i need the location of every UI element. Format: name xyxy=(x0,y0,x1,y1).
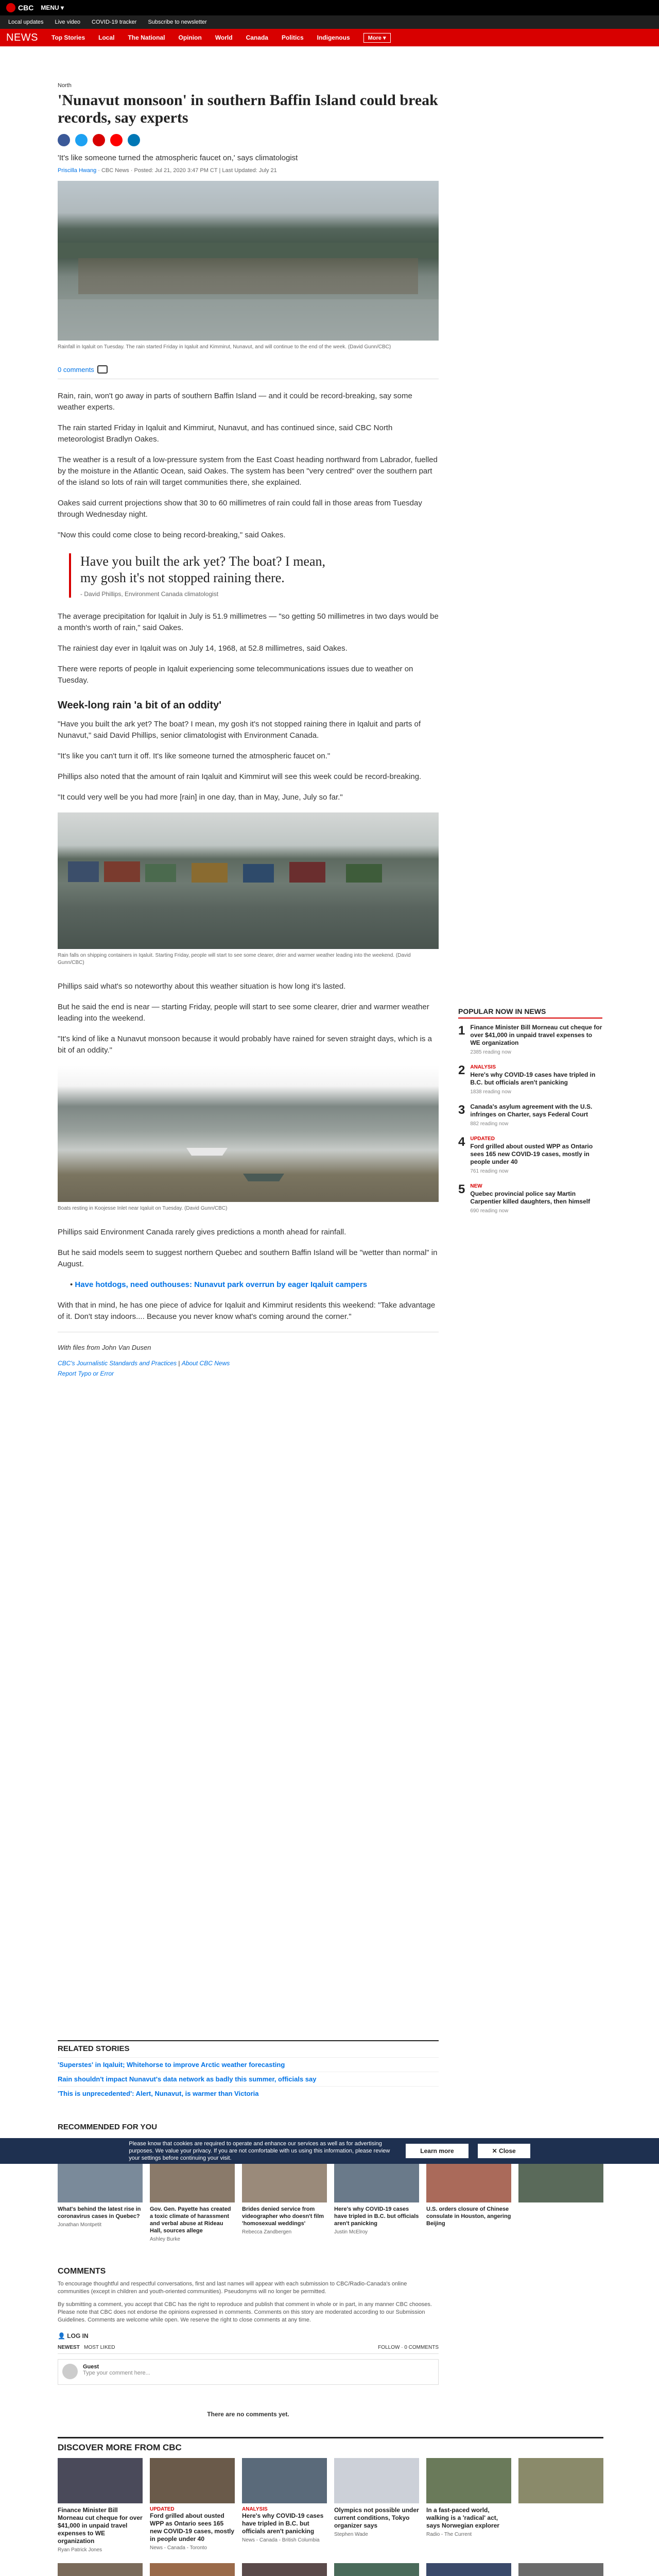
rec-thumb xyxy=(426,2157,511,2202)
author-link[interactable]: Priscilla Hwang xyxy=(58,167,97,174)
popular-title: Here's why COVID-19 cases have tripled in B.C. but officials aren't panicking xyxy=(470,1071,596,1086)
popular-item[interactable] xyxy=(458,1063,602,1096)
popular-heading: POPULAR NOW IN NEWS xyxy=(458,1007,602,1019)
popular-text xyxy=(470,1103,602,1128)
paragraph: The weather is a result of a low-pressure system from the East Coast heading northward from Labrador, fuelled by the moisture in the Atlantic Ocean, said Oakes. The system has been "very centred" over the southern part of the island so lots of rain will target communities there, she explained. xyxy=(58,455,438,487)
nav-local[interactable]: Local xyxy=(98,34,115,41)
pull-quote-text: Have you built the ark yet? The boat? I mean, my gosh it's not stopped raining there. xyxy=(80,554,326,585)
discover-meta: Radio - The Current xyxy=(426,2532,472,2537)
campers-link[interactable]: Have hotdogs, need outhouses: Nunavut park overrun by eager Iqaluit campers xyxy=(75,1280,368,1289)
login-button[interactable]: 👤 LOG IN xyxy=(58,2332,89,2340)
recommended-grid xyxy=(58,2157,603,2242)
popular-now xyxy=(458,1007,602,1222)
guest-name: Guest xyxy=(83,2364,99,2370)
byline-date: · CBC News · Posted: Jul 21, 2020 3:47 PM CT | Last Updated: July 21 xyxy=(98,167,277,174)
discover-card[interactable] xyxy=(58,2458,143,2553)
discover-card[interactable] xyxy=(150,2563,235,2576)
shipping-containers-image xyxy=(58,812,439,949)
discover-heading: DISCOVER MORE FROM CBC xyxy=(58,2437,603,2453)
popular-text xyxy=(470,1135,602,1175)
related-link[interactable]: 'Superstes' in Iqaluit; Whitehorse to improve Arctic weather forecasting xyxy=(58,2057,439,2072)
comments-note: To encourage thoughtful and respectful conversations, first and last names will appear with each submission to CBC/Radio-Canada's online communities (except in children and youth-oriented communities). Pseudonyms will no longer be permitted. xyxy=(58,2281,407,2295)
popular-title: Finance Minister Bill Morneau cut cheque for over $41,000 in unpaid travel expenses to WE organization xyxy=(470,1024,602,1046)
rec-author: Ashley Burke xyxy=(150,2236,180,2242)
login-label: LOG IN xyxy=(67,2332,89,2340)
comments-meta: FOLLOW · 0 COMMENTS xyxy=(378,2345,439,2350)
rec-thumb xyxy=(518,2157,603,2202)
rec-title: Here's why COVID-19 cases have tripled in B.C. but officials aren't panicking xyxy=(334,2206,419,2227)
rec-title: What's behind the latest rise in coronavirus cases in Quebec? xyxy=(58,2206,141,2219)
paragraph: "Have you built the ark yet? The boat? I mean, my gosh it's not stopped raining there in Iqaluit and parts of Nunavut," said David Phillips, senior climatologist with Environment Canada. xyxy=(58,720,421,740)
popular-item[interactable] xyxy=(458,1182,602,1215)
paragraph: Rain, rain, won't go away in parts of southern Baffin Island — and it could be record-breaking, say some weather experts. xyxy=(58,392,412,412)
report-row xyxy=(58,1370,439,1377)
news-brand[interactable]: NEWS xyxy=(6,31,38,43)
discover-card[interactable] xyxy=(426,2563,511,2576)
util-newsletter[interactable]: Subscribe to newsletter xyxy=(148,19,207,25)
popular-rank: 4 xyxy=(458,1135,465,1149)
composer-body xyxy=(83,2364,150,2380)
discover-card[interactable] xyxy=(426,2458,511,2553)
discover-card[interactable] xyxy=(334,2563,419,2576)
discover-thumb xyxy=(150,2563,235,2576)
close-cookie-button[interactable]: ✕ Close xyxy=(478,2144,530,2158)
reading-now: 761 reading now xyxy=(470,1168,509,1174)
cbc-gem-icon xyxy=(6,3,15,12)
nav-politics[interactable]: Politics xyxy=(281,34,304,41)
rec-title: Gov. Gen. Payette has created a toxic climate of harassment and verbal abuse at Rideau Hall, sources allege xyxy=(150,2206,231,2234)
popular-badge: NEW xyxy=(470,1183,482,1189)
close-label: Close xyxy=(499,2147,516,2155)
popular-item[interactable] xyxy=(458,1024,602,1056)
related-stories xyxy=(58,2040,439,2100)
nav-more-button[interactable]: More ▾ xyxy=(363,33,391,43)
more-label: More xyxy=(368,35,381,41)
reading-now: 882 reading now xyxy=(470,1121,509,1127)
discover-badge: UPDATED xyxy=(150,2506,175,2512)
discover-thumb xyxy=(58,2563,143,2576)
learn-more-button[interactable]: Learn more xyxy=(406,2144,468,2158)
discover-card[interactable] xyxy=(518,2563,603,2576)
nav-canada[interactable]: Canada xyxy=(246,34,268,41)
discover-meta: Stephen Wade xyxy=(334,2532,368,2537)
reading-now: 2385 reading now xyxy=(470,1049,511,1055)
no-comments: There are no comments yet. xyxy=(207,2411,289,2418)
comments-section xyxy=(58,2267,439,2444)
utility-bar xyxy=(0,15,659,29)
comments-count: 0 comments xyxy=(58,365,94,374)
discover-thumb xyxy=(242,2563,327,2576)
discover-badge: ANALYSIS xyxy=(242,2506,268,2512)
rec-card[interactable] xyxy=(426,2157,511,2242)
util-local-updates[interactable]: Local updates xyxy=(8,19,44,25)
guest-avatar xyxy=(62,2364,78,2379)
util-live-video[interactable]: Live video xyxy=(55,19,81,25)
discover-thumb xyxy=(518,2563,603,2576)
standards-link[interactable]: CBC's Journalistic Standards and Practices xyxy=(58,1360,177,1367)
paragraph: Phillips said Environment Canada rarely gives predictions a month ahead for rainfall. xyxy=(58,1228,346,1236)
paragraph: There were reports of people in Iqaluit experiencing some telecommunications issues due to weather on Tuesday. xyxy=(58,665,413,685)
discover-thumb xyxy=(58,2458,143,2503)
brand-text: CBC xyxy=(18,4,34,12)
popular-title: Ford grilled about ousted WPP as Ontario sees 165 new COVID-19 cases, mostly in people under 40 xyxy=(470,1143,593,1165)
hero-image xyxy=(58,181,439,341)
discover-thumb xyxy=(518,2458,603,2503)
menu-label: MENU xyxy=(41,4,59,11)
share-bar xyxy=(58,134,439,146)
comment-placeholder: Type your comment here... xyxy=(83,2370,150,2376)
paragraph: But he said the end is near — starting Friday, people will start to see some clearer, drier and warmer weather leading into the weekend. xyxy=(58,1003,429,1023)
discover-title: Olympics not possible under current conditions, Tokyo organizer says xyxy=(334,2506,419,2529)
pull-quote-source: - David Phillips, Environment Canada climatologist xyxy=(80,590,219,598)
rec-title: Brides denied service from videographer who doesn't film 'homosexual weddings' xyxy=(242,2206,324,2227)
related-heading: RELATED STORIES xyxy=(58,2040,439,2053)
discover-card[interactable] xyxy=(518,2458,603,2553)
boats-caption: Boats resting in Koojesse Inlet near Iqaluit on Tuesday. (David Gunn/CBC) xyxy=(58,1206,228,1211)
nav-the-national[interactable]: The National xyxy=(128,34,165,41)
rec-thumb xyxy=(58,2157,143,2202)
rec-title: U.S. orders closure of Chinese consulate in Houston, angering Beijing xyxy=(426,2206,511,2227)
util-covid-tracker[interactable]: COVID-19 tracker xyxy=(92,19,137,25)
paragraph: "It could very well be you had more [rain] in one day, than in May, June, July so far." xyxy=(58,793,343,802)
discover-card[interactable] xyxy=(242,2563,327,2576)
cbc-logo[interactable] xyxy=(6,3,33,12)
sort-most-liked[interactable]: MOST LIKED xyxy=(84,2345,115,2350)
byline xyxy=(58,167,439,174)
discover-title: Here's why COVID-19 cases have tripled in B.C. but officials aren't panicking xyxy=(242,2512,324,2535)
boats-image xyxy=(58,1065,439,1202)
popular-rank: 2 xyxy=(458,1063,465,1077)
popular-badge: ANALYSIS xyxy=(470,1064,496,1070)
menu-button[interactable]: MENU ▾ xyxy=(41,4,64,11)
discover-title: Finance Minister Bill Morneau cut cheque for over $41,000 in unpaid travel expenses to WE organization xyxy=(58,2506,143,2545)
rec-card[interactable] xyxy=(58,2157,143,2242)
paragraph: The rain started Friday in Iqaluit and Kimmirut, Nunavut, and has continued since, said CBC North meteorologist Bradlyn Oakes. xyxy=(58,423,393,444)
containers-caption: Rain falls on shipping containers in Iqaluit. Starting Friday, people will start to see some clearer, drier and warmer weather leading into the weekend. (David Gunn/CBC) xyxy=(58,953,411,965)
discover-meta: News - Canada - British Columbia xyxy=(242,2537,320,2543)
related-link[interactable]: Rain shouldn't impact Nunavut's data network as badly this summer, officials say xyxy=(58,2072,439,2086)
pull-quote xyxy=(69,553,337,598)
paragraph: Phillips also noted that the amount of rain Iqaluit and Kimmirut will see this week could be record-breaking. xyxy=(58,772,422,781)
popular-item[interactable] xyxy=(458,1135,602,1175)
cookie-banner xyxy=(0,2138,659,2164)
discover-more xyxy=(58,2437,603,2576)
comment-composer[interactable] xyxy=(58,2359,439,2385)
rec-card[interactable] xyxy=(150,2157,235,2242)
rec-author: Rebecca Zandbergen xyxy=(242,2229,292,2235)
popular-text xyxy=(470,1182,602,1215)
about-cbc-link[interactable]: About CBC News xyxy=(181,1360,230,1367)
popular-text xyxy=(470,1063,602,1096)
deck: 'It's like someone turned the atmospheric faucet on,' says climatologist xyxy=(58,154,298,162)
popular-badge: UPDATED xyxy=(470,1136,495,1142)
comments-sort-bar xyxy=(58,2345,439,2354)
sort-newest[interactable]: NEWEST xyxy=(58,2345,80,2350)
cookie-text: Please know that cookies are required to operate and enhance our services as well as for advertising purposes. We value your privacy. If you are not comfortable with us using this information, please review your settings before continuing your visit. xyxy=(129,2141,390,2161)
popular-item[interactable] xyxy=(458,1103,602,1128)
related-inline-link: • Have hotdogs, need outhouses: Nunavut park overrun by eager Iqaluit campers xyxy=(70,1280,368,1289)
popular-rank: 5 xyxy=(458,1182,465,1196)
popular-text xyxy=(470,1024,602,1056)
popular-rank: 3 xyxy=(458,1103,465,1117)
top-bar xyxy=(0,0,659,15)
headline: 'Nunavut monsoon' in southern Baffin Island could break records, say experts xyxy=(58,92,438,126)
popular-rank: 1 xyxy=(458,1024,465,1038)
paragraph: The average precipitation for Iqaluit in July is 51.9 millimetres — "so getting 50 millimetres in two days would be a month's worth of rain," said Oakes. xyxy=(58,612,439,632)
discover-meta: Ryan Patrick Jones xyxy=(58,2547,102,2553)
paragraph: "It's kind of like a Nunavut monsoon because it would probably have rained for seven straight days, which is a bit of an oddity." xyxy=(58,1035,432,1055)
hero-scene xyxy=(58,181,439,341)
discover-thumb xyxy=(334,2563,419,2576)
rec-card[interactable] xyxy=(242,2157,327,2242)
discover-grid-row2 xyxy=(58,2563,603,2576)
standards-links: CBC's Journalistic Standards and Practices | About CBC News xyxy=(58,1360,230,1367)
discover-card[interactable] xyxy=(334,2458,419,2553)
rec-card[interactable] xyxy=(518,2157,603,2242)
paragraph: "Now this could come close to being record-breaking," said Oakes. xyxy=(58,531,286,539)
facebook-icon[interactable] xyxy=(58,134,70,146)
paragraph: But he said models seem to suggest northern Quebec and southern Baffin Island will be "wetter than normal" in August. xyxy=(58,1248,438,1268)
discover-thumb xyxy=(150,2458,235,2503)
with-files: With files from John Van Dusen xyxy=(58,1344,151,1351)
popular-title: Canada's asylum agreement with the U.S. infringes on Charter, says Federal Court xyxy=(470,1103,593,1118)
paragraph: Phillips said what's so noteworthy about this weather situation is how long it's lasted. xyxy=(58,982,346,991)
paragraph: "It's like you can't turn it off. It's like someone turned the atmospheric faucet on." xyxy=(58,752,331,760)
rec-card[interactable] xyxy=(334,2157,419,2242)
report-typo-link[interactable]: Report Typo or Error xyxy=(58,1370,114,1377)
follow-button[interactable]: FOLLOW xyxy=(378,2345,400,2350)
email-icon[interactable] xyxy=(93,134,105,146)
comments-button[interactable] xyxy=(58,365,439,374)
discover-card[interactable] xyxy=(150,2458,235,2553)
comments-terms: By submitting a comment, you accept that CBC has the right to reproduce and publish that comment in whole or in part, in any manner CBC chooses. Please note that CBC does not endorse the opinions expressed in comments. Comments on this story are moderated according to our Submission Guidelines. Comments are welcome while open. We reserve the right to close comments at any time. xyxy=(58,2301,432,2323)
section-label[interactable]: North xyxy=(58,82,72,89)
discover-card[interactable] xyxy=(242,2458,327,2553)
discover-thumb xyxy=(334,2458,419,2503)
nav-opinion[interactable]: Opinion xyxy=(178,34,202,41)
discover-card[interactable] xyxy=(58,2563,143,2576)
popular-title: Quebec provincial police say Martin Carpentier killed daughters, then himself xyxy=(470,1190,591,1205)
discover-title: In a fast-paced world, walking is a 'radical' act, says Norwegian explorer xyxy=(426,2506,500,2529)
rec-author: Justin McElroy xyxy=(334,2229,368,2235)
article xyxy=(58,82,439,1380)
discover-meta: News - Canada - Toronto xyxy=(150,2545,207,2551)
reading-now: 1838 reading now xyxy=(470,1089,511,1095)
nav-indigenous[interactable]: Indigenous xyxy=(317,34,350,41)
hero-caption: Rainfall in Iqaluit on Tuesday. The rain started Friday in Iqaluit and Kimmirut, Nunavut, and will continue to the end of the week. (David Gunn/CBC) xyxy=(58,344,391,350)
discover-thumb xyxy=(242,2458,327,2503)
sort-tabs xyxy=(58,2345,115,2350)
comments-heading: COMMENTS xyxy=(58,2267,106,2276)
comments-total: 0 COMMENTS xyxy=(404,2345,439,2350)
subheading: Week-long rain 'a bit of an oddity' xyxy=(58,700,222,711)
nav-world[interactable]: World xyxy=(215,34,233,41)
containers-scene xyxy=(58,812,439,949)
boats-scene xyxy=(58,1065,439,1202)
linkedin-icon[interactable] xyxy=(128,134,140,146)
nav-top-stories[interactable]: Top Stories xyxy=(51,34,85,41)
paragraph: Oakes said current projections show that 30 to 60 millimetres of rain could fall in those areas from Tuesday through Wednesday night. xyxy=(58,499,422,519)
rec-thumb xyxy=(242,2157,327,2202)
recommended-heading: RECOMMENDED FOR YOU xyxy=(58,2123,158,2131)
rec-thumb xyxy=(334,2157,419,2202)
paragraph: With that in mind, he has one piece of advice for Iqaluit and Kimmirut residents this weekend: "Take advantage of it. Don't stay indoors.... Because you never know what's coming around the corner." xyxy=(58,1301,436,1321)
reddit-icon[interactable] xyxy=(110,134,123,146)
paragraph: The rainiest day ever in Iqaluit was on July 14, 1968, at 52.8 millimetres, said Oakes. xyxy=(58,644,348,653)
rec-thumb xyxy=(150,2157,235,2202)
comment-bubble-icon xyxy=(97,365,108,374)
related-link[interactable]: 'This is unprecedented': Alert, Nunavut, is warmer than Victoria xyxy=(58,2086,439,2100)
discover-title: Ford grilled about ousted WPP as Ontario sees 165 new COVID-19 cases, mostly in people under 40 xyxy=(150,2512,235,2543)
rec-author: Jonathan Montpetit xyxy=(58,2222,102,2228)
discover-thumb xyxy=(426,2458,511,2503)
discover-grid-row1 xyxy=(58,2458,603,2553)
twitter-icon[interactable] xyxy=(75,134,88,146)
news-nav xyxy=(0,29,659,46)
reading-now: 690 reading now xyxy=(470,1208,509,1214)
discover-thumb xyxy=(426,2563,511,2576)
